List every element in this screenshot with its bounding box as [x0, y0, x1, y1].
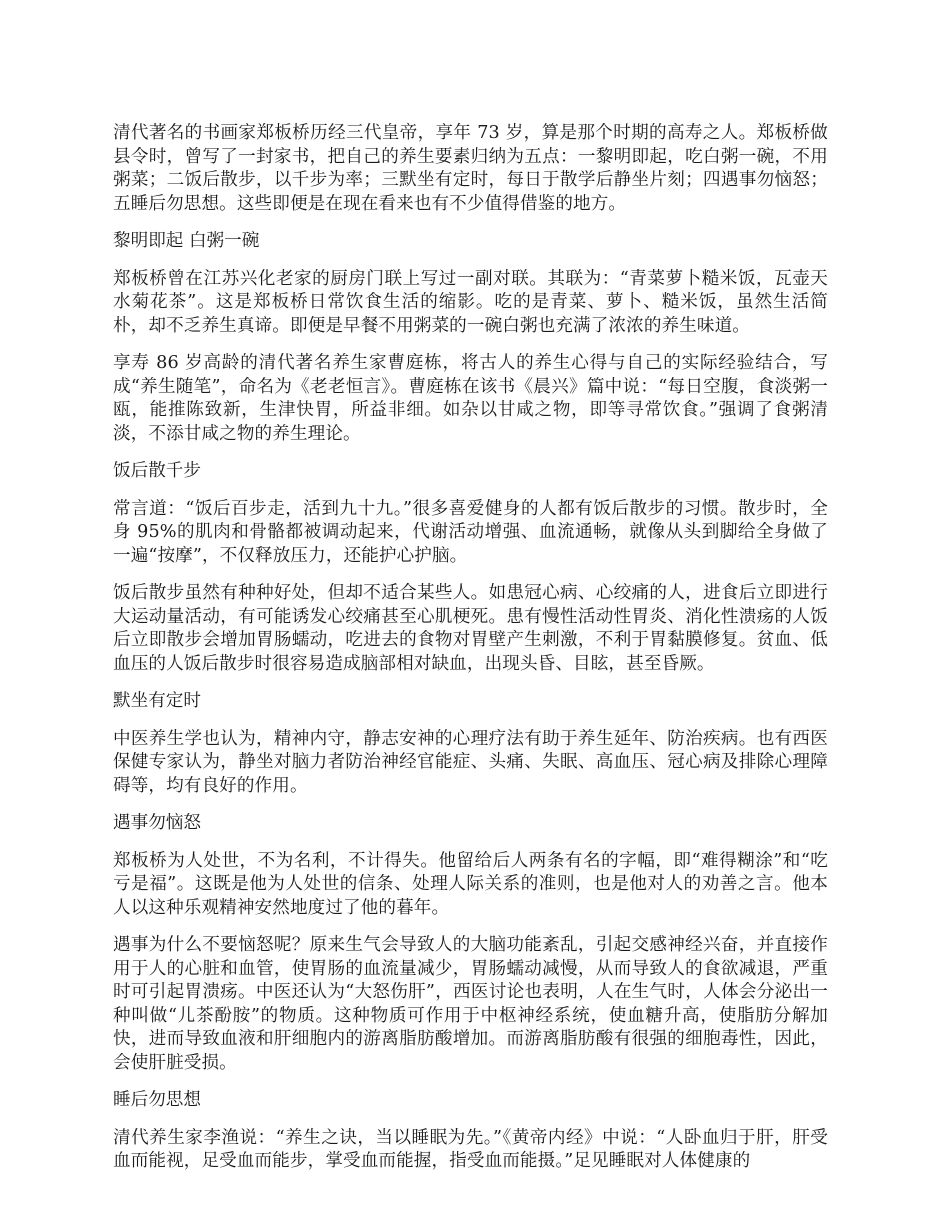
intro-paragraph: 清代著名的书画家郑板桥历经三代皇帝，享年 73 岁，算是那个时期的高寿之人。郑板桥做县令时，曾写了一封家书，把自己的养生要素归纳为五点：一黎明即起，吃白粥一碗，不用粥菜；二饭后散步，以千步为率；三默坐有定时，每日于散学后静坐片刻；四遇事勿恼怒；五睡后勿思想。这些即便是在现在看来也有不少值得借鉴的地方。: [113, 123, 828, 214]
body-paragraph: 遇事为什么不要恼怒呢？原来生气会导致人的大脑功能紊乱，引起交感神经兴奋，并直接作用于人的心脏和血管，使胃肠的血流量减少，胃肠蠕动减慢，从而导致人的食欲减退，严重时可引起胃溃疡。中医还认为“大怒伤肝”，西医讨论也表明，人在生气时，人体会分泌出一种叫做“儿茶酚胺”的物质。这种物质可作用于中枢神经系统，使血糖升高，使脂肪分解加快，进而导致血液和肝细胞内的游离脂肪酸增加。而游离脂肪酸有很强的细胞毒性，因此，会使肝脏受损。: [113, 935, 828, 1073]
section-heading: 黎明即起 白粥一碗: [113, 231, 260, 251]
body-paragraph: 清代养生家李渔说：“养生之诀，当以睡眠为先。”《黄帝内经》中说：“人卧血归于肝，肝受血而能视，足受血而能步，掌受血而能握，指受血而能摄。”足见睡眠对人体健康的: [113, 1127, 828, 1171]
section-heading: 饭后散千步: [113, 461, 201, 481]
section-heading: 睡后勿思想: [113, 1090, 201, 1110]
section-heading: 遇事勿恼怒: [113, 813, 201, 833]
body-paragraph: 郑板桥曾在江苏兴化老家的厨房门联上写过一副对联。其联为：“青菜萝卜糙米饭，瓦壶天水菊花茶”。这是郑板桥日常饮食生活的缩影。吃的是青菜、萝卜、糙米饭，虽然生活简朴，却不乏养生真谛。即便是早餐不用粥菜的一碗白粥也充满了浓浓的养生味道。: [113, 268, 828, 336]
body-paragraph: 享寿 86 岁高龄的清代著名养生家曹庭栋，将古人的养生心得与自己的实际经验结合，写成“养生随笔”，命名为《老老恒言》。曹庭栋在该书《晨兴》篇中说：“每日空腹，食淡粥一瓯，能推陈致新，生津快胃，所益非细。如杂以甘咸之物，即等寻常饮食。”强调了食粥清淡，不添甘咸之物的养生理论。: [113, 353, 828, 444]
body-paragraph: 郑板桥为人处世，不为名利，不计得失。他留给后人两条有名的字幅，即“难得糊涂”和“吃亏是福”。这既是他为人处世的信条、处理人际关系的准则，也是他对人的劝善之言。他本人以这种乐观精神安然地度过了他的暮年。: [113, 850, 828, 918]
body-paragraph: 常言道：“饭后百步走，活到九十九。”很多喜爱健身的人都有饭后散步的习惯。散步时，全身 95%的肌肉和骨骼都被调动起来，代谢活动增强、血流通畅，就像从头到脚给全身做了一遍“按摩”，不仅释放压力，还能护心护脑。: [113, 498, 828, 566]
document-body: [113, 122, 828, 1188]
body-paragraph: 饭后散步虽然有种种好处，但却不适合某些人。如患冠心病、心绞痛的人，进食后立即进行大运动量活动，有可能诱发心绞痛甚至心肌梗死。患有慢性活动性胃炎、消化性溃疡的人饭后立即散步会增加胃肠蠕动，吃进去的食物对胃壁产生刺激，不利于胃黏膜修复。贫血、低血压的人饭后散步时很容易造成脑部相对缺血，出现头昏、目眩，甚至昏厥。: [113, 583, 828, 674]
body-paragraph: 中医养生学也认为，精神内守，静志安神的心理疗法有助于养生延年、防治疾病。也有西医保健专家认为，静坐对脑力者防治神经官能症、头痛、失眠、高血压、冠心病及排除心理障碍等，均有良好的作用。: [113, 728, 828, 796]
section-heading: 默坐有定时: [113, 691, 201, 711]
